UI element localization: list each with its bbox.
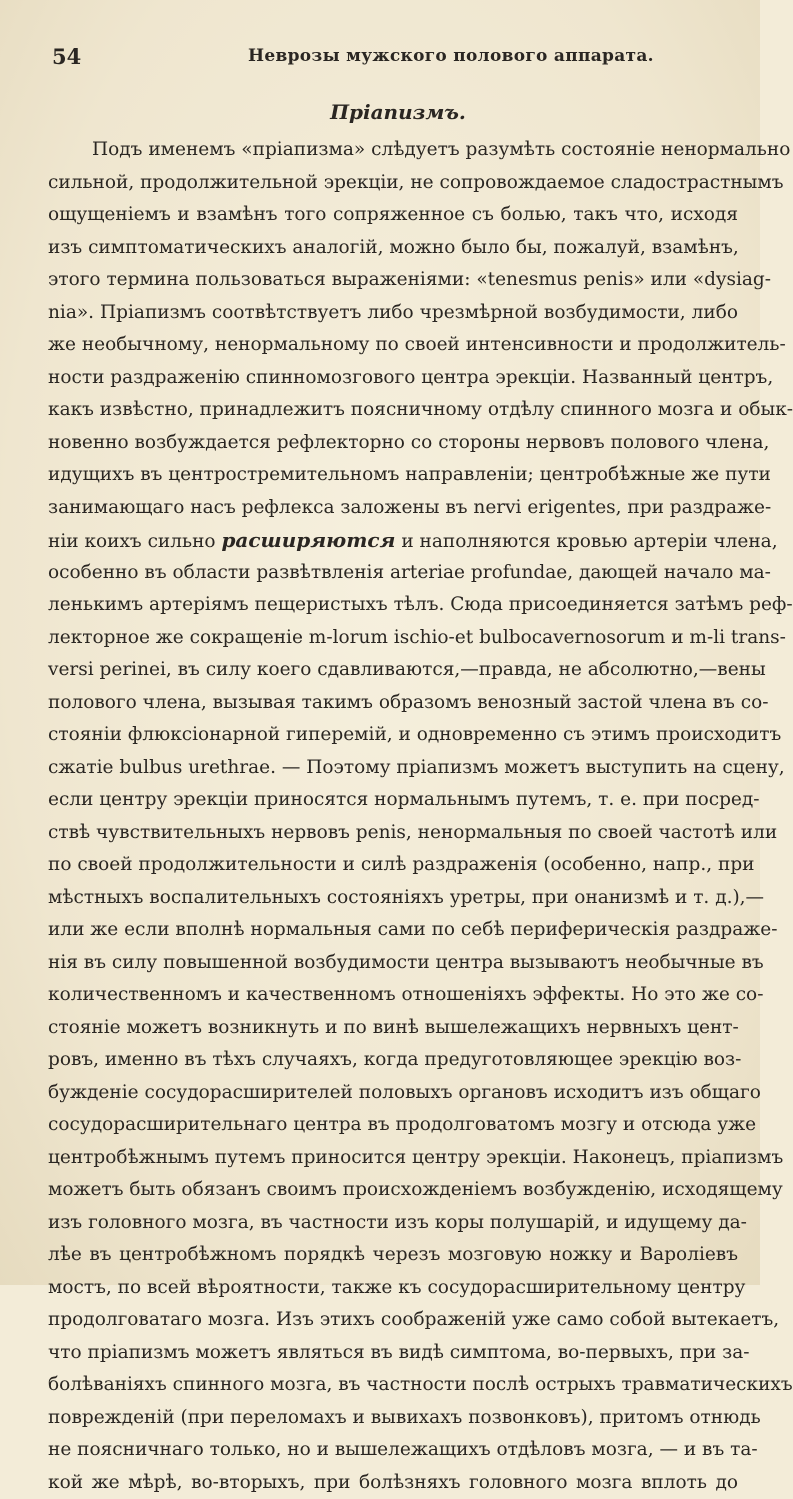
line-segment: ніи коихъ сильно (48, 531, 221, 552)
text-line: идущихъ въ центростремительномъ направленіи; центробѣжные же пути (48, 459, 738, 492)
page-number: 54 (52, 44, 81, 69)
text-line: этого термина пользоваться выраженіями: «tenesmus penis» или «dysiag- (48, 264, 738, 297)
section-title: Пріапизмъ. (0, 100, 760, 124)
text-line: сосудорасширительнаго центра въ продолговатомъ мозгу и отсюда уже (48, 1109, 738, 1142)
text-line: versi perinei, въ силу коего сдавливаются,—правда, не абсолютно,—вены (48, 654, 738, 687)
text-line: центробѣжнымъ путемъ приносится центру эрекціи. Наконецъ, пріапизмъ (48, 1142, 738, 1175)
text-line: ности раздраженію спинномозгового центра эрекціи. Названный центръ, (48, 362, 738, 395)
line-segment: и наполняются кровью артеріи члена, (395, 531, 777, 552)
text-line: изъ головного мозга, въ частности изъ коры полушарій, и идущему да- (48, 1207, 738, 1240)
text-line: занимающаго насъ рефлекса заложены въ nervi erigentes, при раздраже- (48, 492, 738, 525)
text-line: полового члена, вызывая такимъ образомъ венозный застой члена въ со- (48, 687, 738, 720)
body-text (48, 134, 738, 1499)
text-line: по своей продолжительности и силѣ раздраженія (особенно, напр., при (48, 849, 738, 882)
text-line: мостъ, по всей вѣроятности, также къ сосудорасширительному центру (48, 1272, 738, 1305)
text-line: мѣстныхъ воспалительныхъ состояніяхъ уретры, при онанизмѣ и т. д.),— (48, 882, 738, 915)
text-line: ровъ, именно въ тѣхъ случаяхъ, когда предуготовляющее эрекцію воз- (48, 1044, 738, 1077)
text-line: можетъ быть обязанъ своимъ происхожденіемъ возбужденію, исходящему (48, 1174, 738, 1207)
text-line: лѣе въ центробѣжномъ порядкѣ черезъ мозговую ножку и Вароліевъ (48, 1239, 738, 1272)
text-line: если центру эрекціи приносятся нормальнымъ путемъ, т. е. при посред- (48, 784, 738, 817)
emphasized-word: расширяются (221, 528, 395, 552)
text-line: что пріапизмъ можетъ являться въ видѣ симптома, во-первыхъ, при за- (48, 1337, 738, 1370)
text-line: новенно возбуждается рефлекторно со стороны нервовъ полового члена, (48, 427, 738, 460)
text-line: или же если вполнѣ нормальныя сами по себѣ периферическія раздраже- (48, 914, 738, 947)
page-header (52, 44, 712, 72)
text-line: продолговатаго мозга. Изъ этихъ соображеній уже само собой вытекаетъ, (48, 1304, 738, 1337)
text-line: не поясничнаго только, но и вышележащихъ отдѣловъ мозга, — и въ та- (48, 1434, 738, 1467)
text-line: поврежденій (при переломахъ и вывихахъ позвонковъ), притомъ отнюдь (48, 1402, 738, 1435)
text-line: ствѣ чувствительныхъ нервовъ penis, ненормальныя по своей частотѣ или (48, 817, 738, 850)
text-line: же необычному, ненормальному по своей интенсивности и продолжитель- (48, 329, 738, 362)
running-head: Неврозы мужского полового аппарата. (248, 46, 654, 66)
text-line: бужденіе сосудорасширителей половыхъ органовъ исходитъ изъ общаго (48, 1077, 738, 1110)
text-line: количественномъ и качественномъ отношеніяхъ эффекты. Но это же со- (48, 979, 738, 1012)
text-line: ощущеніемъ и взамѣнъ того сопряженное съ болью, такъ что, исходя (48, 199, 738, 232)
text-line: ленькимъ артеріямъ пещеристыхъ тѣлъ. Сюда присоединяется затѣмъ реф- (48, 589, 738, 622)
text-line: стояніе можетъ возникнуть и по винѣ вышележащихъ нервныхъ цент- (48, 1012, 738, 1045)
text-line: лекторное же сокращеніе m-lorum ischio-et bulbocavernosorum и m-li trans- (48, 622, 738, 655)
text-line (48, 524, 738, 557)
text-line: изъ симптоматическихъ аналогій, можно было бы, пожалуй, взамѣнъ, (48, 232, 738, 265)
text-line: какъ извѣстно, принадлежитъ поясничному отдѣлу спинного мозга и обык- (48, 394, 738, 427)
text-line: кой же мѣрѣ, во-вторыхъ, при болѣзняхъ головного мозга вплоть до (48, 1467, 738, 1499)
text-line: стояніи флюксіонарной гиперемій, и одновременно съ этимъ происходитъ (48, 719, 738, 752)
text-line: сильной, продолжительной эрекціи, не сопровождаемое сладострастнымъ (48, 167, 738, 200)
text-line: сжатіе bulbus urethrae. — Поэтому пріапизмъ можетъ выступить на сцену, (48, 752, 738, 785)
text-line: Подъ именемъ «пріапизма» слѣдуетъ разумѣть состояніе ненормально (48, 134, 738, 167)
text-line: особенно въ области развѣтвленія arteriae profundae, дающей начало ма- (48, 557, 738, 590)
text-line: нія въ силу повышенной возбудимости центра вызываютъ необычные въ (48, 947, 738, 980)
text-line: nia». Пріапизмъ соотвѣтствуетъ либо чрезмѣрной возбудимости, либо (48, 297, 738, 330)
text-line: болѣваніяхъ спинного мозга, въ частности послѣ острыхъ травматическихъ (48, 1369, 738, 1402)
